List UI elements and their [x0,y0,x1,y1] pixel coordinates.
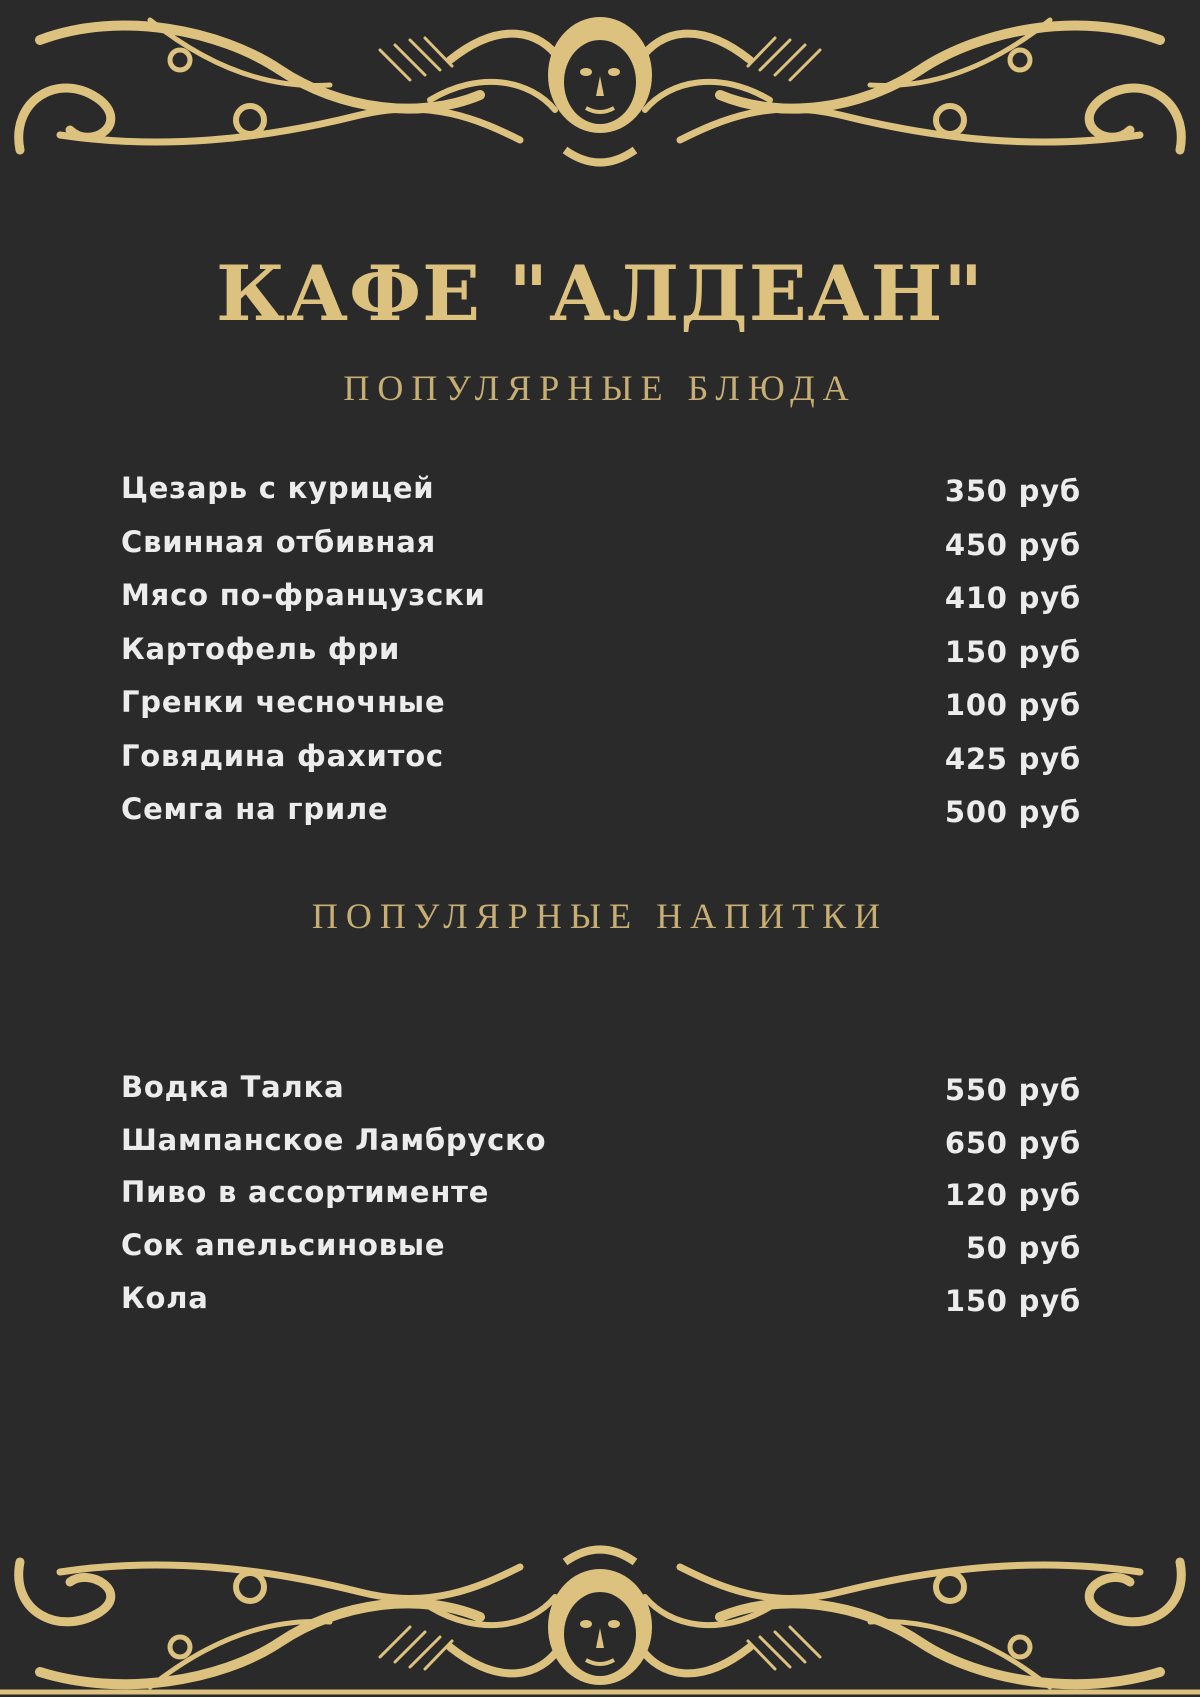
item-name: Говядина фахитос [121,738,444,773]
drinks-list [121,1067,1081,1330]
item-price: 150 руб [944,634,1081,669]
list-item [121,682,1081,736]
bottom-ornament-border [0,1522,1200,1697]
list-item [121,789,1081,843]
item-name: Гренки чесночные [121,685,446,719]
list-item [121,1225,1081,1278]
list-item [121,1278,1081,1331]
item-price: 500 руб [944,795,1081,829]
section-heading-drinks: ПОПУЛЯРНЫЕ НАПИТКИ [311,896,889,936]
section-heading-dishes: ПОПУЛЯРНЫЕ БЛЮДА [343,368,857,408]
item-name: Семга на гриле [121,792,389,826]
list-item [121,575,1081,629]
item-price: 350 руб [944,474,1081,508]
item-name: Картофель фри [121,631,401,666]
list-item [121,522,1081,576]
item-name: Шампанское Ламбруско [121,1122,547,1157]
cafe-title: КАФЕ "АЛДЕАН" [215,249,985,338]
list-item [121,468,1081,522]
item-price: 425 руб [944,741,1081,776]
list-item [121,1120,1081,1173]
item-price: 50 руб [965,1231,1081,1266]
list-item [121,629,1081,683]
dishes-list [121,468,1081,843]
item-price: 650 руб [944,1125,1081,1160]
item-price: 550 руб [944,1073,1081,1107]
item-name: Водка Талка [121,1070,345,1104]
list-item [121,1172,1081,1225]
item-price: 120 руб [944,1178,1081,1213]
item-name: Сок апельсиновые [121,1228,446,1263]
item-price: 100 руб [944,688,1081,722]
list-item [121,736,1081,790]
item-name: Пиво в ассортименте [121,1175,490,1210]
item-name: Кола [121,1280,209,1315]
item-price: 150 руб [944,1283,1081,1318]
list-item [121,1067,1081,1120]
item-price: 450 руб [944,527,1081,562]
item-name: Свинная отбивная [121,524,436,559]
item-name: Мясо по-французски [121,578,486,612]
item-name: Цезарь с курицей [121,471,435,505]
top-ornament-border [0,0,1200,175]
item-price: 410 руб [944,581,1081,615]
